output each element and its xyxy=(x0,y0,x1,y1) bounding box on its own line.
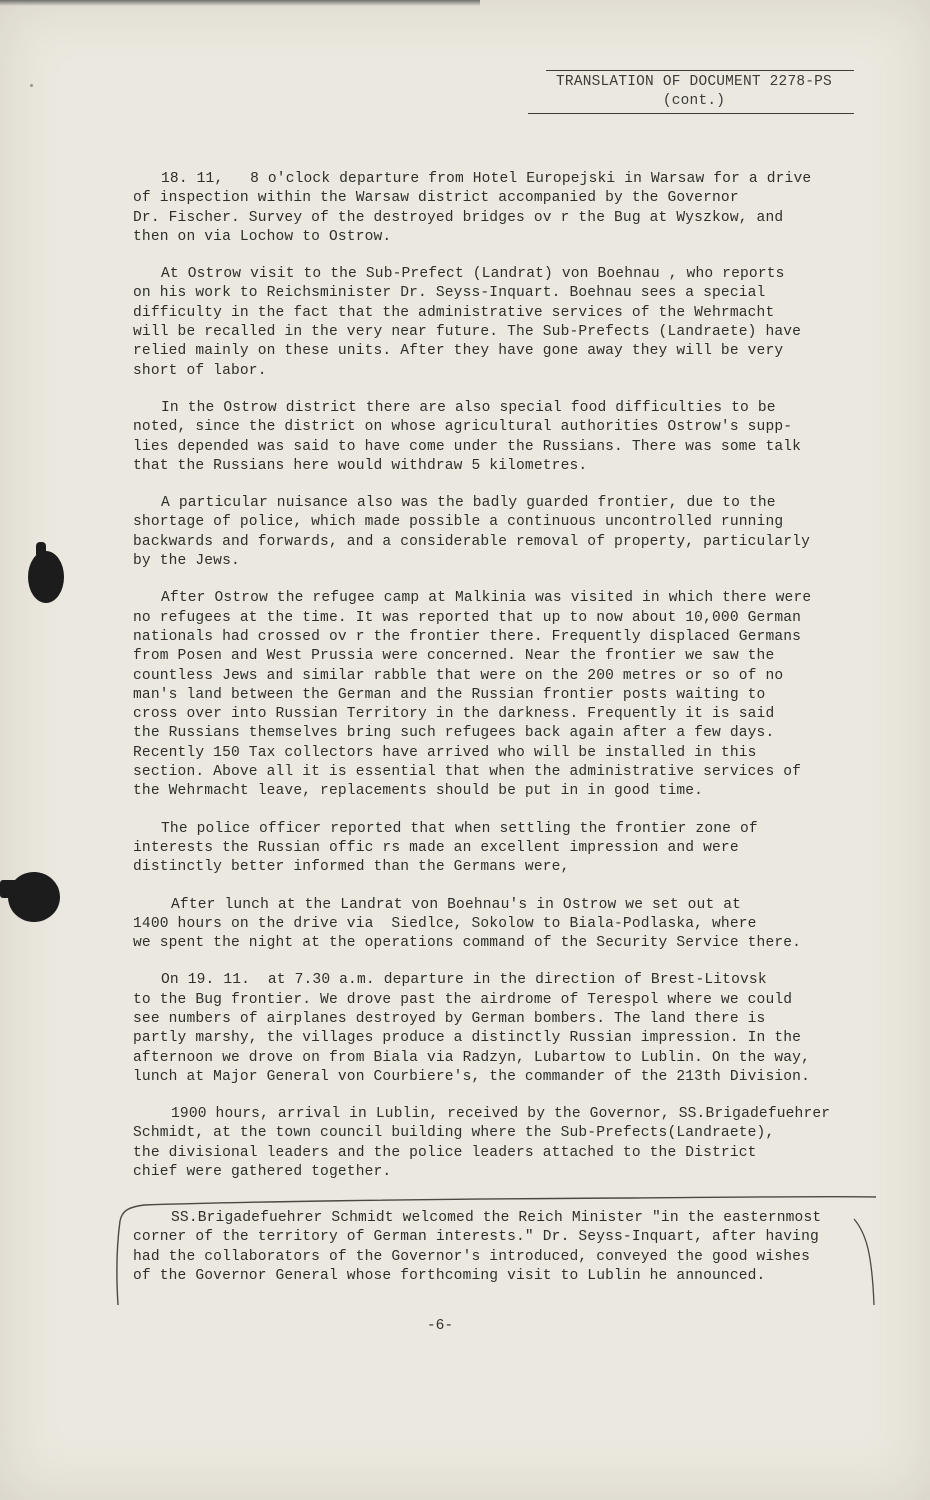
paragraph-line: Schmidt, at the town council building where the Sub-Prefects(Landraete), xyxy=(133,1125,775,1142)
document-header xyxy=(534,70,854,114)
boxed-paragraph-line: of the Governor General whose forthcoming visit to Lublin he announced. xyxy=(133,1267,766,1284)
binding-hole-upper-tab xyxy=(36,542,46,558)
binding-hole-lower-tab xyxy=(0,880,24,898)
paragraph-line: 1400 hours on the drive via Siedlce, Sokolow to Biala-Podlaska, where xyxy=(133,915,757,932)
paragraph-line: A particular nuisance also was the badly guarded frontier, due to the xyxy=(161,495,776,512)
paragraph-line: section. Above all it is essential that when the administrative services of xyxy=(133,764,802,781)
paragraph-line: The police officer reported that when settling the frontier zone of xyxy=(161,820,758,837)
document-body xyxy=(133,170,873,1200)
header-rule-bottom xyxy=(528,113,854,114)
boxed-paragraph-line: had the collaborators of the Governor's introduced, conveyed the good wishes xyxy=(133,1248,810,1265)
paragraph-line: noted, since the district on whose agricultural authorities Ostrow's supp- xyxy=(133,419,793,436)
paragraph xyxy=(133,399,873,476)
paragraph-line: see numbers of airplanes destroyed by German bombers. The land there is xyxy=(133,1010,766,1027)
paragraph xyxy=(133,265,873,381)
header-subtitle: (cont.) xyxy=(662,93,726,109)
paragraph-line: we spent the night at the operations command of the Security Service there. xyxy=(133,935,802,952)
paragraph xyxy=(133,820,873,878)
paragraph-line: Recently 150 Tax collectors have arrived who will be installed in this xyxy=(133,744,757,761)
paragraph-line: At Ostrow visit to the Sub-Prefect (Landrat) von Boehnau , who reports xyxy=(161,266,785,283)
paragraph-line: On 19. 11. at 7.30 a.m. departure in the direction of Brest-Litovsk xyxy=(161,972,767,989)
paragraph-line: lunch at Major General von Courbiere's, the commander of the 213th Division. xyxy=(133,1068,810,1085)
paragraph-line: In the Ostrow district there are also special food difficulties to be xyxy=(161,399,776,416)
paragraph-line: short of labor. xyxy=(133,362,267,379)
paragraph-line: cross over into Russian Territory in the darkness. Frequently it is said xyxy=(133,706,775,723)
paragraph-line: to the Bug frontier. We drove past the airdrome of Terespol where we could xyxy=(133,991,793,1008)
paragraph-line: on his work to Reichsminister Dr. Seyss-Inquart. Boehnau sees a special xyxy=(133,285,766,302)
paragraph-line: then on via Lochow to Ostrow. xyxy=(133,228,392,245)
paragraph-line: After lunch at the Landrat von Boehnau's in Ostrow we set out at xyxy=(171,896,742,913)
boxed-paragraph-line: corner of the territory of German interests." Dr. Seyss-Inquart, after having xyxy=(133,1229,819,1246)
paragraph-line: lies depended was said to have come under the Russians. There was some talk xyxy=(133,438,802,455)
paragraph-line: nationals had crossed ov r the frontier there. Frequently displaced Germans xyxy=(133,628,802,645)
paragraph-line: shortage of police, which made possible a continuous uncontrolled running xyxy=(133,514,784,531)
header-title: TRANSLATION OF DOCUMENT 2278-PS xyxy=(556,74,832,90)
paragraph-line: difficulty in the fact that the administrative services of the Wehrmacht xyxy=(133,304,775,321)
boxed-paragraph xyxy=(114,1193,882,1311)
paragraph xyxy=(133,589,873,801)
paragraph-line: distinctly better informed than the Germans were, xyxy=(133,859,570,876)
paragraph-line: by the Jews. xyxy=(133,553,240,570)
pencil-mark xyxy=(30,84,33,87)
paragraph-line: 1900 hours, arrival in Lublin, received by the Governor, SS.Brigadefuehrer xyxy=(171,1106,831,1123)
paragraph-line: After Ostrow the refugee camp at Malkinia was visited in which there were xyxy=(161,590,812,607)
paragraph-line: afternoon we drove on from Biala via Radzyn, Lubartow to Lublin. On the way, xyxy=(133,1049,810,1066)
boxed-paragraph-line: SS.Brigadefuehrer Schmidt welcomed the Reich Minister "in the easternmost xyxy=(171,1210,822,1226)
paragraph-line: backwards and forwards, and a considerable removal of property, particularly xyxy=(133,533,810,550)
paragraph-line: from Posen and West Prussia were concerned. Near the frontier we saw the xyxy=(133,648,775,665)
paragraph-line: countless Jews and similar rabble that were on the 200 metres or so of no xyxy=(133,667,784,684)
scan-edge-shadow xyxy=(0,0,480,6)
page-number: -6- xyxy=(426,1318,454,1334)
paragraph-line: chief were gathered together. xyxy=(133,1164,392,1181)
paragraph-line: will be recalled in the very near future. The Sub-Prefects (Landraete) have xyxy=(133,324,802,341)
paragraph xyxy=(133,971,873,1087)
paragraph-line: the Russians themselves bring such refugees back again after a few days. xyxy=(133,725,775,742)
paragraph-line: relied mainly on these units. After they have gone away they will be very xyxy=(133,343,784,360)
paragraph-line: the divisional leaders and the police leaders attached to the District xyxy=(133,1144,757,1161)
paragraph-line: Dr. Fischer. Survey of the destroyed bridges ov r the Bug at Wyszkow, and xyxy=(133,209,784,226)
paragraph-line: of inspection within the Warsaw district accompanied by the Governor xyxy=(133,190,739,207)
paragraph-line: interests the Russian offic rs made an excellent impression and were xyxy=(133,839,739,856)
paragraph-line: 18. 11, 8 o'clock departure from Hotel Europejski in Warsaw for a drive xyxy=(161,171,812,187)
paragraph xyxy=(133,896,873,954)
paragraph-line: that the Russians here would withdraw 5 kilometres. xyxy=(133,457,588,474)
paragraph-line: partly marshy, the villages produce a distinctly Russian impression. In the xyxy=(133,1030,802,1047)
paragraph-line: no refugees at the time. It was reported that up to now about 10,000 German xyxy=(133,609,802,626)
paragraph xyxy=(133,1105,873,1182)
binding-hole-upper xyxy=(28,551,64,603)
paragraph xyxy=(133,494,873,571)
paragraph xyxy=(133,170,873,247)
paragraph-line: the Wehrmacht leave, replacements should be put in in good time. xyxy=(133,783,704,800)
boxed-paragraph-text xyxy=(133,1209,878,1286)
header-rule-top xyxy=(546,70,854,71)
paragraph-line: man's land between the German and the Russian frontier posts waiting to xyxy=(133,686,766,703)
